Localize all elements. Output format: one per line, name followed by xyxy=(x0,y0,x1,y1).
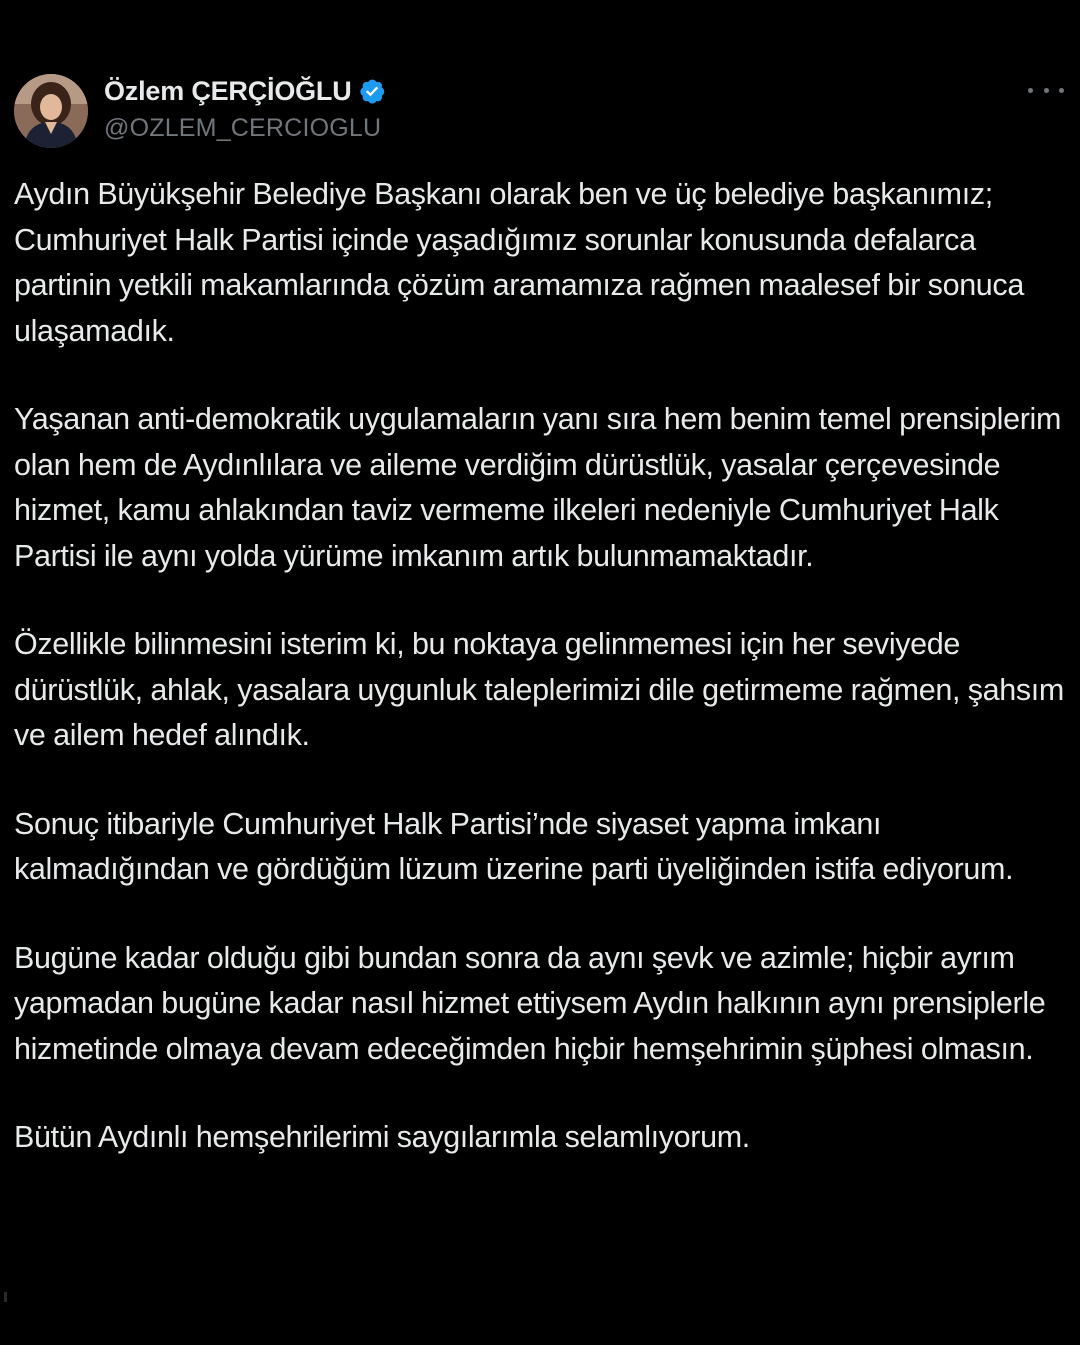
author-names xyxy=(104,72,386,143)
tweet-paragraph-2: Yaşanan anti-demokratik uygulamaların yanı sıra hem benim temel prensiplerim olan hem de Aydınlılara ve aileme verdiğim dürüstlük, yasalar çerçevesinde hizmet, kamu ahlakından taviz vermeme ilkeleri nedeniyle Cumhuriyet Halk Partisi ile aynı yolda yürüme imkanım artık bulunmamaktadır. xyxy=(14,402,1061,573)
display-name-row xyxy=(104,72,386,110)
tweet-header xyxy=(14,72,1066,152)
more-dot xyxy=(1028,88,1033,93)
more-options-icon[interactable] xyxy=(1028,78,1064,102)
tweet-paragraph-5: Bugüne kadar olduğu gibi bundan sonra da aynı şevk ve azimle; hiçbir ayrım yapmadan bugüne kadar nasıl hizmet ettiysem Aydın halkının aynı prensiplerle hizmetinde olmaya devam edeceğimden hiçbir hemşehrimin şüphesi olmasın. xyxy=(14,940,1046,1066)
avatar[interactable] xyxy=(14,74,88,148)
more-dot xyxy=(1059,88,1064,93)
tweet-paragraph-4: Sonuç itibariyle Cumhuriyet Halk Partisi’nde siyaset yapma imkanı kalmadığından ve gördüğüm lüzum üzerine parti üyeliğinden istifa ediyorum. xyxy=(14,806,1014,886)
divider xyxy=(4,1292,7,1302)
verified-badge-icon[interactable] xyxy=(358,77,386,105)
tweet-paragraph-6: Bütün Aydınlı hemşehrilerimi saygılarımla selamlıyorum. xyxy=(14,1120,750,1154)
handle[interactable]: @OZLEM_CERCIOGLU xyxy=(104,114,382,142)
tweet-text xyxy=(14,172,1070,1161)
tweet-paragraph-3: Özellikle bilinmesini isterim ki, bu noktaya gelinmemesi için her seviyede dürüstlük, ahlak, yasalara uygunluk taleplerimizi dile getirmeme rağmen, şahsım ve ailem hedef alındık. xyxy=(14,627,1064,752)
more-dot xyxy=(1044,88,1049,93)
display-name[interactable]: Özlem ÇERÇİOĞLU xyxy=(104,75,352,106)
tweet-paragraph-1: Aydın Büyükşehir Belediye Başkanı olarak ben ve üç belediye başkanımız; Cumhuriyet Halk Partisi içinde yaşadığımız sorunlar konusunda defalarca partinin yetkili makamlarında çözüm aramamıza rağmen maalesef bir sonuca ulaşamadık. xyxy=(14,177,1024,348)
